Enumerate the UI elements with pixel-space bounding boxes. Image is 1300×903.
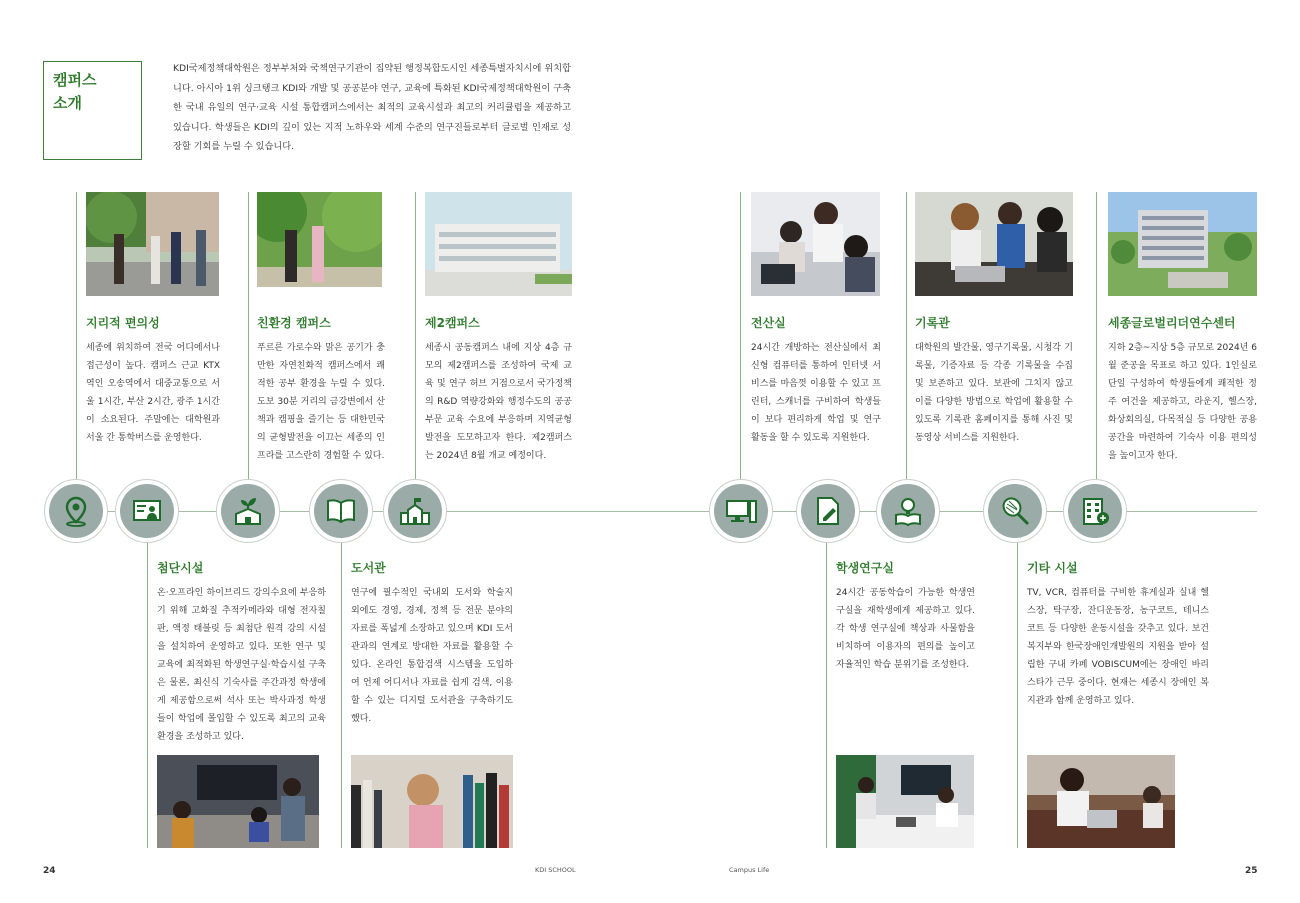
intro-paragraph: KDI국제정책대학원은 정부부처와 국책연구기관이 집약된 행정복합도시인 세종특별자치시에 위치합니다. 아시아 1위 싱크탱크 KDI와 개발 및 공공분야 연구, 교육에 특화된 KDI국제정책대학원이 구축한 국내 유일의 연구·교육 시설 통합캠퍼스에서는 최적의 교육시설과 최고의 커리큘럼을 제공하고 있습니다. 학생들은 KDI의 깊이 있는 지적 노하우와 세계 수준의 연구진들로부터 글로벌 인재로 성장할 기회를 누릴 수 있습니다. <box>173 63 571 153</box>
intro-title-box <box>43 61 142 160</box>
footer-label-left: KDI SCHOOL <box>535 866 576 874</box>
school-building-icon <box>398 494 432 528</box>
heading-location: 지리적 편의성 <box>86 316 160 330</box>
photo-smart-classroom <box>157 755 319 848</box>
text-library: 연구에 필수적인 국내외 도서와 학술지 외에도 경영, 경제, 정책 등 전문 분야의 자료를 폭넓게 소장하고 있으며 KDI 도서관과의 연계로 방대한 자료를 활용할 수 있다. 온라인 통합검색 시스템을 도입하여 언제 어디서나 자료를 쉽게 검색, 이용할 수 있는 디지털 도서관을 구축하기도 했다. <box>351 588 513 724</box>
text-eco: 푸르른 가로수와 맑은 공기가 충만한 자연친화적 캠퍼스에서 쾌적한 공부 환경을 누릴 수 있다. 도보 30분 거리의 금강변에서 산책과 캠핑을 즐기는 등 대한민국의 균형발전을 이끄는 세종의 인프라를 고스란히 경험할 수 있다. <box>257 343 385 461</box>
presentation-board-icon <box>130 494 164 528</box>
icon-circle-archive <box>876 479 940 543</box>
icon-circle-global <box>1063 479 1127 543</box>
icon-circle-location <box>44 479 108 543</box>
photo-second-campus <box>425 192 572 296</box>
text-smart: 온·오프라인 하이브리드 강의수요에 부응하기 위해 고화질 추적카메라와 대형 전자칠판, 액정 태블릿 등 최첨단 원격 강의 시설을 설치하여 운영하고 있다. 또한 연구 및 교육에 최적화된 학생연구실·학습시설 구축은 물론, 최신식 기숙사를 주간과정 학생에게 제공함으로써 석사 또는 박사과정 학생들이 학업에 몰입할 수 있도록 최고의 교육환경을 조성하고 있다. <box>157 588 326 742</box>
icon-circle-eco <box>216 479 280 543</box>
text-computer: 24시간 개방하는 전산실에서 최신형 컴퓨터를 통하여 인터넷 서비스를 마음껏 이용할 수 있고 프린터, 스캐너를 구비하여 학생들이 보다 편리하게 학업 및 연구 활동을 할 수 있도록 지원한다. <box>751 343 881 443</box>
text-study: 24시간 공동학습이 가능한 학생연구실을 재학생에게 제공하고 있다. 각 학생 연구실에 책상과 사물함을 비치하여 이용자의 편의를 높이고 자율적인 학습 분위기를 조성한다. <box>836 588 975 670</box>
connector-other <box>1017 541 1018 848</box>
tennis-racket-icon <box>998 494 1032 528</box>
desktop-computer-icon <box>724 494 758 528</box>
connector-computer <box>740 192 741 481</box>
connector-archive <box>906 192 907 481</box>
photo-lounge <box>1027 755 1175 848</box>
text-global: 지하 2층~지상 5층 규모로 2024년 6월 준공을 목표로 하고 있다. 1인실로 단일 구성하여 학생들에게 쾌적한 정주 여건을 제공하고, 라운지, 헬스장, 화상회의실, 다목적실 등 다양한 공용 공간을 마련하여 기숙사 이용 편의성을 높이고자 한다. <box>1108 343 1257 461</box>
map-pin-icon <box>59 494 93 528</box>
dormitory-building-icon <box>1078 494 1112 528</box>
photo-students-walking <box>86 192 219 296</box>
text-archive: 대학원의 발간물, 영구기록물, 시청각 기록물, 기증자료 등 각종 기록물을 수집 및 보존하고 있다. 보관에 그치지 않고 이를 다양한 방법으로 학업에 활용할 수 있도록 기록관 홈페이지를 통해 사진 및 동영상 서비스를 지원한다. <box>915 343 1073 443</box>
heading-computer: 전산실 <box>751 316 786 330</box>
photo-study-room <box>836 755 974 848</box>
icon-circle-computer <box>709 479 773 543</box>
heading-study: 학생연구실 <box>836 561 894 575</box>
text-campus2: 세종시 공동캠퍼스 내에 지상 4층 규모의 제2캠퍼스를 조성하여 국제 교육 및 연구 허브 거점으로서 국가정책의 R&D 역량강화와 행정수도의 공공부문 교육 수요에 부응하며 지역균형 발전을 도모하고자 한다. 제2캠퍼스는 2024년 8월 개교 예정이다. <box>425 343 572 461</box>
connector-global <box>1096 192 1097 481</box>
lightbulb-book-icon <box>891 494 925 528</box>
photo-dormitory-render <box>1108 192 1257 296</box>
heading-library: 도서관 <box>351 561 386 575</box>
connector-smart <box>147 541 148 848</box>
connector-eco <box>248 192 249 481</box>
connector-campus2 <box>415 192 416 481</box>
icon-circle-smart <box>115 479 179 543</box>
heading-eco: 친환경 캠퍼스 <box>257 316 331 330</box>
heading-smart: 첨단시설 <box>157 561 204 575</box>
photo-archive-students <box>915 192 1073 296</box>
photo-green-campus <box>257 192 382 287</box>
document-pen-icon <box>811 494 845 528</box>
icon-circle-campus2 <box>383 479 447 543</box>
connector-study <box>826 541 827 848</box>
heading-other: 기타 시설 <box>1027 561 1078 575</box>
connector-library <box>341 541 342 848</box>
icon-circle-other <box>983 479 1047 543</box>
footer-label-right: Campus Life <box>729 866 770 874</box>
heading-global: 세종글로벌리더연수센터 <box>1108 316 1236 330</box>
open-book-icon <box>324 494 358 528</box>
icon-circle-study <box>796 479 860 543</box>
text-other: TV, VCR, 컴퓨터를 구비한 휴게실과 실내 헬스장, 탁구장, 잔디운동장, 농구코트, 테니스 코트 등 다양한 운동시설을 갖추고 있다. 보건복지부와 한국장애인개발원의 지원을 받아 설립한 구내 카페 VOBISCUM에는 장애인 바리스타가 근무 중이다. 현재는 세종시 장애인 복지관과 함께 운영하고 있다. <box>1027 588 1209 706</box>
heading-campus2: 제2캠퍼스 <box>425 316 480 330</box>
icon-circle-library <box>309 479 373 543</box>
eco-building-icon <box>231 494 265 528</box>
intro-title-line1: 캠퍼스 <box>53 71 97 89</box>
page-number-left: 24 <box>43 866 56 876</box>
heading-archive: 기록관 <box>915 316 950 330</box>
photo-library <box>351 755 513 848</box>
connector-location <box>76 192 77 481</box>
photo-computer-room <box>751 192 880 296</box>
text-location: 세종에 위치하여 전국 어디에서나 접근성이 높다. 캠퍼스 근교 KTX역인 오송역에서 대중교통으로 서울 1시간, 부산 2시간, 광주 1시간이 소요된다. 주말에는 대학원과 서울 간 통학버스를 운영한다. <box>86 343 220 443</box>
page-number-right: 25 <box>1245 866 1258 876</box>
intro-title-line2: 소개 <box>53 94 82 112</box>
